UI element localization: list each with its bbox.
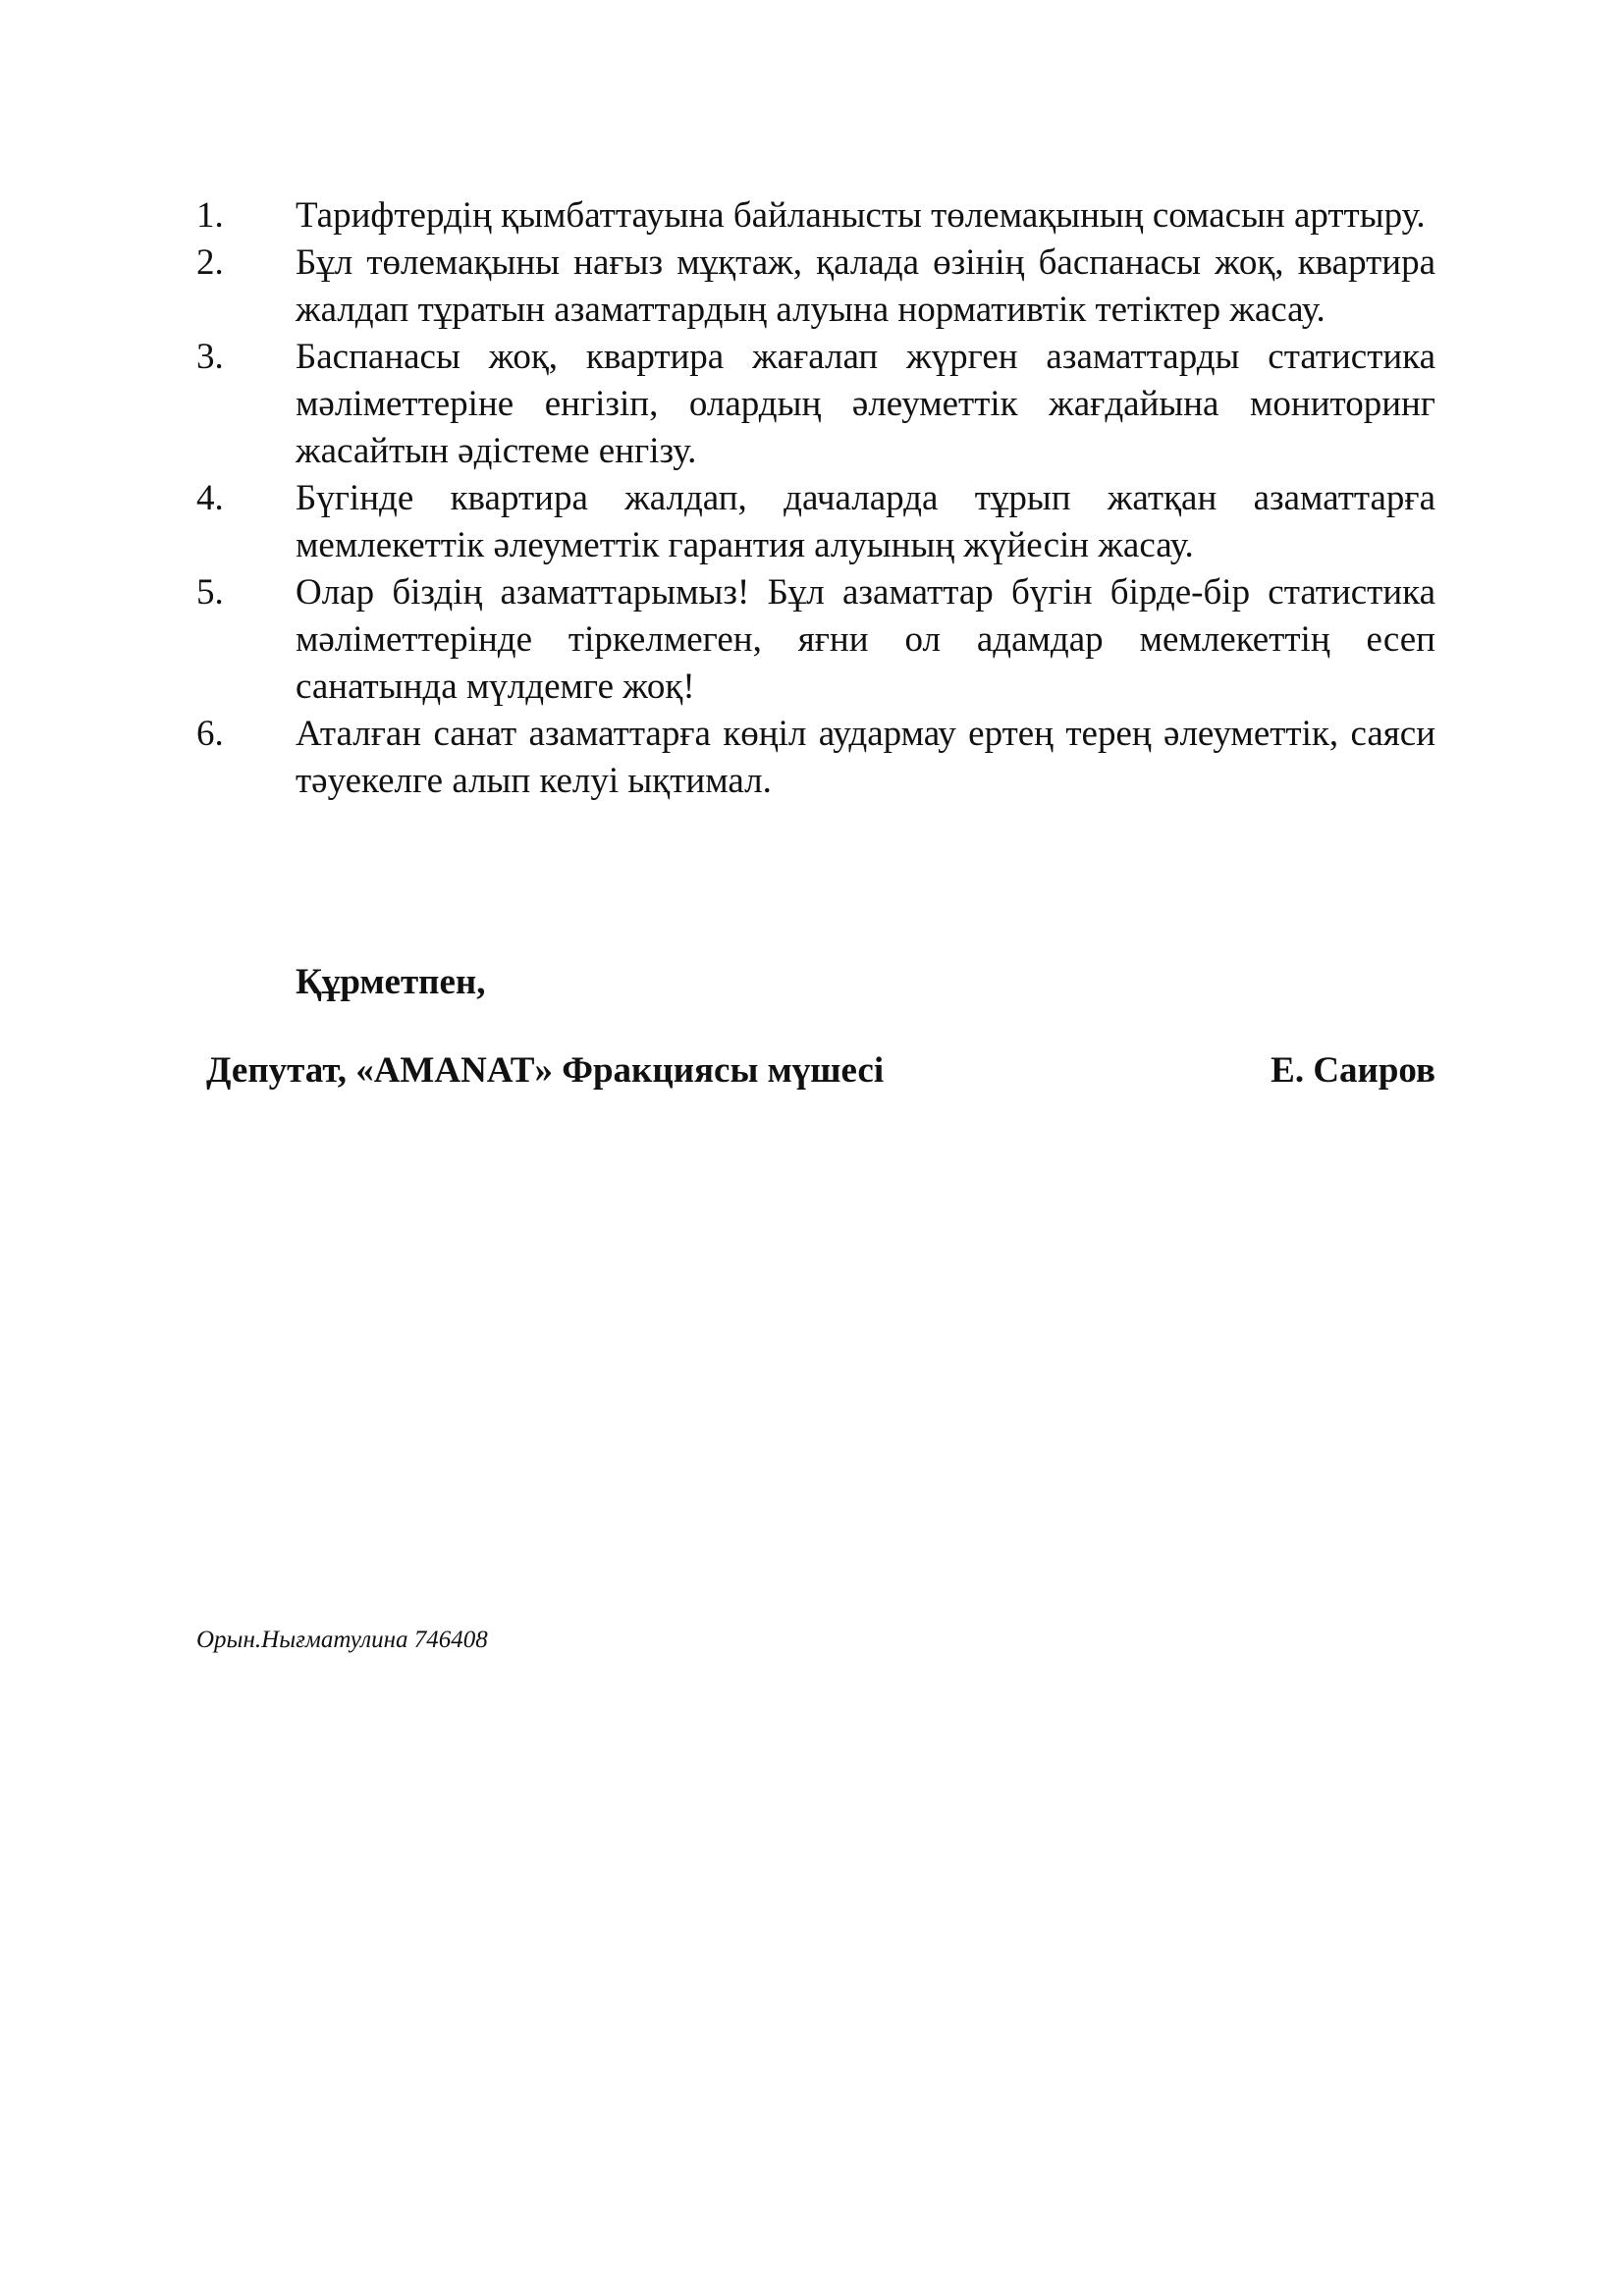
list-item-number: 3. — [196, 337, 224, 377]
list-item-text: Олар біздің азаматтарымыз! Бұл азаматтар бүгін бірде-бір статистика мәліметтерінде тіркелмеген, яғни ол адамдар мемлекеттің есеп санатында мүлдемге жоқ! — [296, 572, 1435, 707]
signature-block — [206, 1047, 1435, 1095]
list-item-text: Бұл төлемақыны нағыз мұқтаж, қалада өзінің баспанасы жоқ, квартира жалдап тұратын азаматтардың алуына нормативтік тетіктер жасау. — [296, 242, 1435, 330]
list-item — [196, 240, 1435, 334]
signatory-position: Депутат, «AMANAT» Фракциясы мүшесі — [206, 1050, 885, 1091]
list-item — [196, 192, 1435, 240]
list-item-text: Бүгінде квартира жалдап, дачаларда тұрып жатқан азаматтарға мемлекеттік әлеуметтік гарантия алуының жүйесін жасау. — [296, 478, 1435, 565]
list-item — [196, 711, 1435, 805]
executor-note: Орын.Нығматулина 746408 — [196, 1627, 488, 1653]
list-item-number: 5. — [196, 572, 224, 613]
list-item — [196, 475, 1435, 569]
list-item-text: Баспанасы жоқ, квартира жағалап жүрген азаматтарды статистика мәліметтеріне енгізіп, олардың әлеуметтік жағдайына мониторинг жасайтын әдістеме енгізу. — [296, 337, 1435, 471]
list-item-number: 1. — [196, 195, 224, 236]
list-item — [196, 569, 1435, 711]
list-item-number: 6. — [196, 714, 224, 754]
list-item-text: Тарифтердің қымбаттауына байланысты төлемақының сомасын арттыру. — [296, 195, 1426, 236]
list-item — [196, 334, 1435, 475]
appeal-list — [196, 192, 1435, 805]
list-item-number: 4. — [196, 478, 224, 518]
signatory-name: Е. Саиров — [1271, 1050, 1435, 1091]
closing-salutation: Құрметпен, — [296, 962, 486, 1002]
list-item-text: Аталған санат азаматтарға көңіл аудармау ертең терең әлеуметтік, саяси тәуекелге алып келуі ықтимал. — [296, 714, 1435, 801]
list-item-number: 2. — [196, 242, 224, 283]
